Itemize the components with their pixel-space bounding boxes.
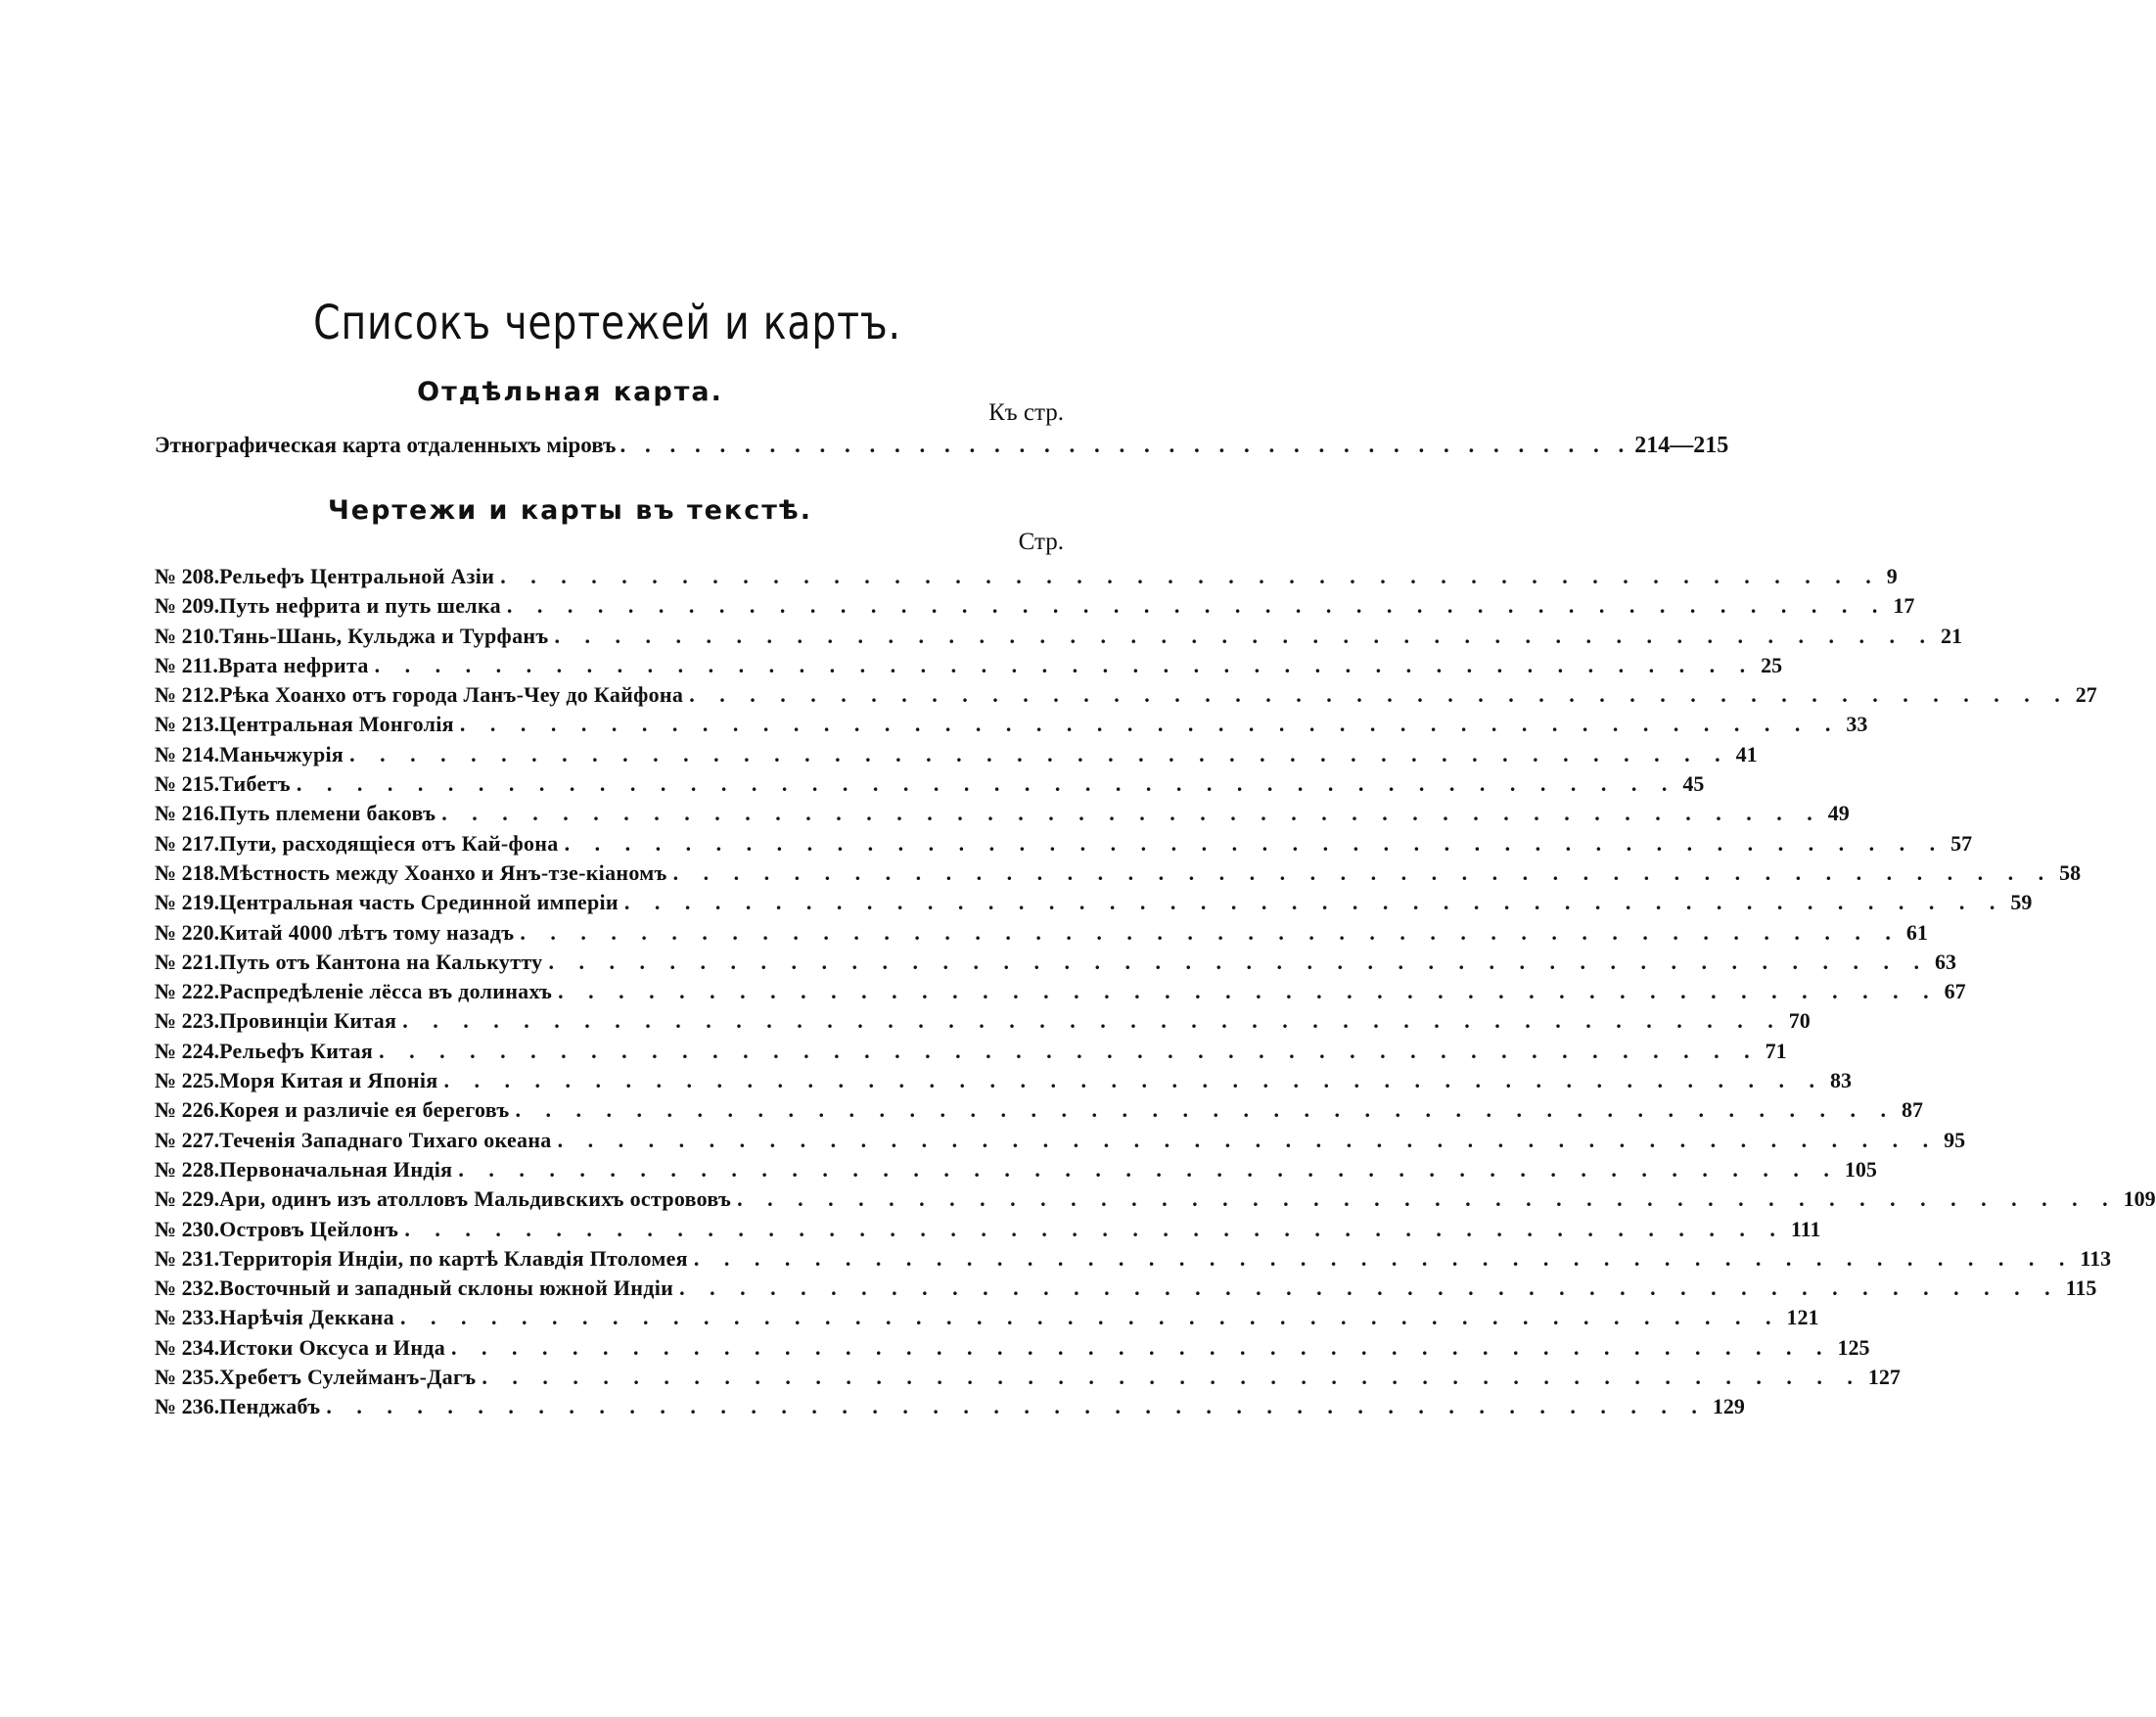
- item-number: № 218.: [155, 859, 220, 885]
- separate-map-column-label: Къ стр.: [988, 399, 1064, 426]
- list-item: [155, 1127, 1966, 1157]
- item-number: № 226.: [155, 1097, 220, 1123]
- list-item: [155, 771, 1705, 801]
- leader-dots: . . . . . . . . . . . . . . . . . . . . . . . . . . . . . . . . . . . . . . . . . . . . . .: [374, 652, 1756, 677]
- item-title: Первоначальная Индія: [219, 1156, 453, 1182]
- item-number: № 223.: [155, 1008, 220, 1034]
- item-page: 45: [1682, 771, 1705, 797]
- item-page: 115: [2065, 1276, 2097, 1301]
- list-item: [155, 1008, 1811, 1038]
- leader-dots: . . . . . . . . . . . . . . . . . . . . . . . . . . . . . . . . . . . . . . . . . . . . . .: [520, 919, 1901, 945]
- leader-dots: . . . . . . . . . . . . . . . . . . . . . . . . . . . . . . . . . . . . . . . . . . . . . .: [349, 741, 1730, 766]
- item-page: 121: [1786, 1305, 1819, 1330]
- leader-dots: . . . . . . . . . . . . . . . . . . . . . . . . . . . . . . . . . . . . . . . . . . . . . .: [482, 1365, 1862, 1390]
- page-title: Списокъ чертежей и картъ.: [313, 296, 901, 350]
- list-item: [155, 919, 1928, 950]
- list-item: [155, 564, 1898, 593]
- item-title: Центральная Монголія: [219, 712, 454, 737]
- item-number: № 208.: [155, 564, 220, 588]
- leader-dots: . . . . . . . . . . . . . . . . . . . . . . . . . . . . . . . . . . . . . . . . . . . . . .: [672, 859, 2054, 885]
- list-item: [155, 1216, 1821, 1246]
- item-page: 87: [1902, 1097, 1924, 1123]
- item-page: 49: [1827, 801, 1850, 826]
- item-title: Корея и различіе ея береговъ: [219, 1097, 510, 1123]
- list-item: [155, 1097, 1924, 1127]
- list-item: [155, 801, 1850, 830]
- item-number: № 232.: [155, 1276, 220, 1301]
- separate-map-name: Этнографическая карта отдаленныхъ міровъ: [155, 433, 617, 457]
- item-page: 113: [2080, 1245, 2112, 1271]
- item-page: 95: [1944, 1127, 1966, 1152]
- item-number: № 213.: [155, 712, 220, 737]
- item-number: № 229.: [155, 1186, 220, 1212]
- item-title: Теченія Западнаго Тихаго океана: [219, 1127, 552, 1152]
- item-page: 58: [2059, 859, 2082, 885]
- leader-dots: . . . . . . . . . . . . . . . . . . . . . . . . . . . . . . . . . . . . . . . . . . . . . .: [693, 1245, 2075, 1271]
- list-item: [155, 1068, 1852, 1097]
- separate-map-heading: Отдѣльная карта.: [417, 377, 723, 407]
- list-item: [155, 859, 2082, 890]
- item-page: 57: [1950, 830, 1973, 856]
- list-item: [155, 949, 1956, 979]
- item-number: № 214.: [155, 741, 220, 766]
- leader-dots: . . . . . . . . . . . . . . . . . . . . . . . . . . . . . . . . . . . . . . . . . . . . . .: [558, 979, 1939, 1004]
- list-item: [155, 1334, 1870, 1365]
- list-item: [155, 741, 1758, 771]
- list-item: [155, 712, 1868, 741]
- item-title: Центральная часть Срединной имперіи: [219, 890, 619, 915]
- leader-dots: . . . . . . . . . . . . . . . . . . . . . . . . . . . . . . . . . . . . . . . . . . . . . .: [451, 1334, 1832, 1360]
- list-item: [155, 1245, 2112, 1276]
- in-text-heading: Чертежи и карты въ текстѣ.: [327, 495, 813, 526]
- separate-map-entry: [155, 433, 1729, 459]
- item-page: 59: [2010, 890, 2033, 915]
- item-number: № 212.: [155, 682, 220, 708]
- leader-dots: . . . . . . . . . . . . . . . . . . . . . . . . . . . . . . . . . . . . . . . . . . . . . .: [379, 1038, 1760, 1063]
- leader-dots: . . . . . . . . . . . . . . . . . . . . . . . . . . . . . . . . . . . . . . . . . . . . . .: [506, 593, 1888, 619]
- item-title: Островъ Цейлонъ: [219, 1216, 399, 1241]
- item-title: Нарѣчія Деккана: [219, 1305, 394, 1330]
- item-number: № 231.: [155, 1245, 220, 1271]
- leader-dots: . . . . . . . . . . . . . . . . . . . . . . . . . . . . . . . . . . . . . . . . . . . . . .: [564, 830, 1946, 856]
- item-title: Тибетъ: [219, 771, 291, 797]
- item-number: № 222.: [155, 979, 220, 1004]
- item-number: № 228.: [155, 1156, 220, 1182]
- item-page: 129: [1712, 1394, 1745, 1419]
- leader-dots: . . . . . . . . . . . . . . . . . . . . . . . . . . . . . . . . . . . . . . . . . . . . . .: [399, 1305, 1781, 1330]
- item-page: 71: [1765, 1038, 1787, 1063]
- leader-dots: . . . . . . . . . . . . . . . . . . . . . . . . . . . . . . . . . . . . . . . . . . . . . .: [443, 1068, 1824, 1093]
- item-title: Врата нефрита: [217, 652, 369, 677]
- item-number: № 234.: [155, 1334, 220, 1360]
- list-item: [155, 1186, 2156, 1216]
- item-page: 125: [1837, 1334, 1870, 1360]
- item-page: 27: [2075, 682, 2097, 708]
- leader-dots: . . . . . . . . . . . . . . . . . . . . . . . . . . . . . . . . . . . . . . . . . . . . . .: [402, 1008, 1783, 1034]
- item-title: Путь племени баковъ: [219, 801, 436, 826]
- leader-dots: . . . . . . . . . . . . . . . . . . . . . . . . . . . . . . . . . . . . . . . . . . . . . .: [296, 771, 1677, 797]
- item-page: 63: [1934, 949, 1956, 974]
- item-number: № 233.: [155, 1305, 220, 1330]
- item-page: 109: [2123, 1186, 2156, 1212]
- item-page: 9: [1886, 564, 1898, 588]
- item-page: 67: [1944, 979, 1966, 1004]
- item-title: Рельефъ Китая: [219, 1038, 374, 1063]
- item-page: 25: [1761, 652, 1783, 677]
- leader-dots: . . . . . . . . . . . . . . . . . . . . . . . . . . . . . . . . . . . . . . . . . . . . . .: [515, 1097, 1897, 1123]
- list-item: [155, 593, 1915, 623]
- item-number: № 211.: [155, 652, 218, 677]
- item-number: № 227.: [155, 1127, 220, 1152]
- list-item: [155, 623, 1962, 653]
- item-title: Рѣка Хоанхо отъ города Ланъ-Чеу до Кайфона: [219, 682, 684, 708]
- item-number: № 216.: [155, 801, 220, 826]
- item-title: Тянь-Шань, Кульджа и Турфанъ: [219, 623, 549, 648]
- leader-dots: . . . . . . . . . . . . . . . . . . . . . . . . . . . . . . . . . . . . . . . . . . . . . .: [679, 1276, 2060, 1301]
- item-page: 33: [1846, 712, 1868, 737]
- item-page: 41: [1735, 741, 1758, 766]
- item-number: № 210.: [155, 623, 220, 648]
- leader-dots: . . . . . . . . . . . . . . . . . . . . . . . . . . . . . . . . . . . . . . . . . . . . . .: [557, 1127, 1939, 1152]
- item-title: Истоки Оксуса и Инда: [219, 1334, 446, 1360]
- leader-dots: . . . . . . . . . . . . . . . . . . . . . . . . . . . . . . . . . . . . . . . . . . . . . .: [458, 1156, 1839, 1182]
- list-item: [155, 1394, 1745, 1423]
- leader-dots: . . . . . . . . . . . . . . . . . . . . . . . . . . . . . . . . . . . . . . . . . . . . . .: [404, 1216, 1785, 1241]
- item-title: Рельефъ Центральной Азіи: [219, 564, 495, 588]
- list-item: [155, 1038, 1787, 1068]
- item-title: Территорія Индіи, по картѣ Клавдія Птоломея: [219, 1245, 688, 1271]
- item-number: № 219.: [155, 890, 220, 915]
- item-number: № 220.: [155, 919, 220, 945]
- item-title: Провинціи Китая: [219, 1008, 397, 1034]
- item-title: Мѣстность между Хоанхо и Янъ-тзе-кіаномъ: [219, 859, 667, 885]
- item-page: 105: [1844, 1156, 1877, 1182]
- item-number: № 236.: [155, 1394, 220, 1419]
- item-page: 21: [1940, 623, 1962, 648]
- leader-dots: . . . . . . . . . . . . . . . . . . . . . . . . . . . . . . . . . . . . . . . . . . . . . .: [548, 949, 1929, 974]
- item-title: Пути, расходящіеся отъ Кай-фона: [219, 830, 559, 856]
- item-title: Ари, одинъ изъ атолловъ Мальдивскихъ острововъ: [219, 1186, 732, 1212]
- leader-dots: . . . . . . . . . . . . . . . . . . . . . . . . . . . . . . . . . . . . . . . . .: [619, 433, 1631, 457]
- leader-dots: . . . . . . . . . . . . . . . . . . . . . . . . . . . . . . . . . . . . . . . . . . . . . .: [554, 623, 1935, 648]
- item-page: 17: [1893, 593, 1915, 619]
- list-item: [155, 979, 1966, 1008]
- item-number: № 209.: [155, 593, 220, 619]
- item-title: Распредѣленіе лёсса въ долинахъ: [219, 979, 553, 1004]
- item-title: Восточный и западный склоны южной Индіи: [219, 1276, 674, 1301]
- item-page: 70: [1788, 1008, 1811, 1034]
- item-page: 127: [1867, 1365, 1901, 1390]
- item-number: № 215.: [155, 771, 220, 797]
- in-text-list: [155, 564, 2156, 1424]
- list-item: [155, 890, 2033, 919]
- separate-map-pages: 214—215: [1634, 433, 1729, 458]
- item-title: Хребетъ Сулейманъ-Дагъ: [219, 1365, 477, 1390]
- item-title: Пенджабъ: [219, 1394, 321, 1419]
- item-number: № 225.: [155, 1068, 220, 1093]
- leader-dots: . . . . . . . . . . . . . . . . . . . . . . . . . . . . . . . . . . . . . . . . . . . . . .: [441, 801, 1822, 826]
- item-page: 83: [1829, 1068, 1852, 1093]
- leader-dots: . . . . . . . . . . . . . . . . . . . . . . . . . . . . . . . . . . . . . . . . . . . . . .: [459, 712, 1841, 737]
- item-title: Путь отъ Кантона на Калькутту: [219, 949, 543, 974]
- list-item: [155, 1276, 2097, 1305]
- item-page: 111: [1790, 1216, 1821, 1241]
- item-page: 61: [1905, 919, 1928, 945]
- list-item: [155, 830, 1973, 860]
- list-item: [155, 652, 1783, 682]
- item-number: № 235.: [155, 1365, 220, 1390]
- item-title: Маньчжурія: [219, 741, 344, 766]
- item-title: Китай 4000 лѣтъ тому назадъ: [219, 919, 515, 945]
- item-number: № 224.: [155, 1038, 220, 1063]
- leader-dots: . . . . . . . . . . . . . . . . . . . . . . . . . . . . . . . . . . . . . . . . . . . . . .: [689, 682, 2070, 708]
- leader-dots: . . . . . . . . . . . . . . . . . . . . . . . . . . . . . . . . . . . . . . . . . . . . . .: [623, 890, 2005, 915]
- list-item: [155, 1305, 1819, 1334]
- item-number: № 217.: [155, 830, 220, 856]
- item-title: Путь нефрита и путь шелка: [219, 593, 501, 619]
- list-item: [155, 682, 2097, 712]
- leader-dots: . . . . . . . . . . . . . . . . . . . . . . . . . . . . . . . . . . . . . . . . . . . . . .: [737, 1186, 2118, 1212]
- leader-dots: . . . . . . . . . . . . . . . . . . . . . . . . . . . . . . . . . . . . . . . . . . . . . .: [326, 1394, 1707, 1419]
- in-text-column-label: Стр.: [1018, 529, 1064, 555]
- list-item: [155, 1156, 1877, 1186]
- leader-dots: . . . . . . . . . . . . . . . . . . . . . . . . . . . . . . . . . . . . . . . . . . . . . .: [500, 564, 1881, 588]
- list-item: [155, 1365, 1901, 1394]
- item-number: № 221.: [155, 949, 220, 974]
- item-number: № 230.: [155, 1216, 220, 1241]
- item-title: Моря Китая и Японія: [219, 1068, 438, 1093]
